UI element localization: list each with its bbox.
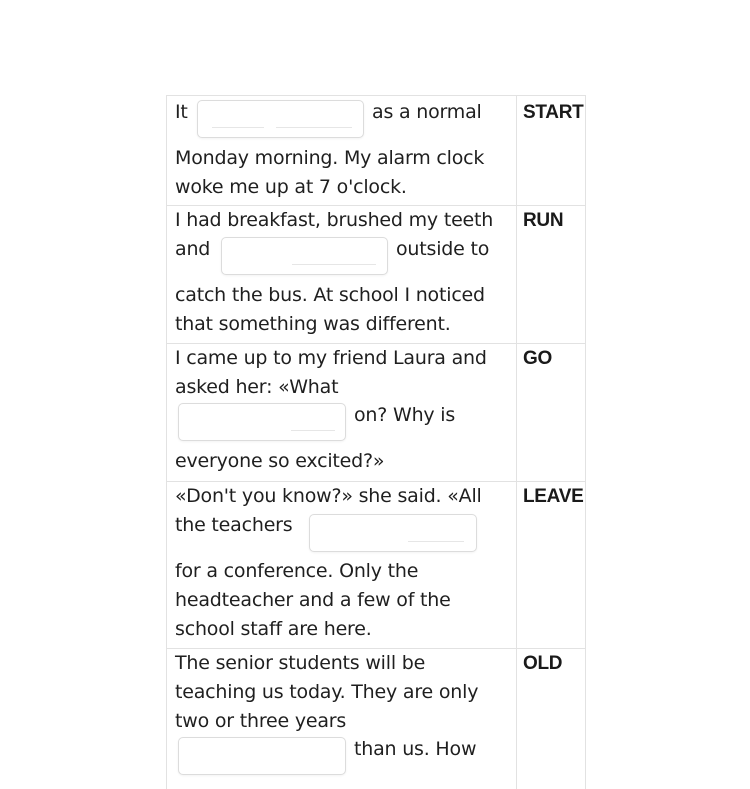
sentence-text: than us. How: [354, 738, 477, 760]
sentence-text: «Don't you know?» she said. «All: [175, 485, 482, 507]
sentence-text: It: [175, 101, 188, 123]
sentence-text: that something was different.: [175, 313, 451, 335]
keyword-label: LEAVE: [523, 486, 584, 507]
column-divider: [516, 344, 517, 481]
answer-gap-5[interactable]: [178, 737, 346, 775]
sentence-text: the teachers: [175, 514, 293, 536]
answer-input-1[interactable]: [198, 101, 363, 137]
answer-input-2[interactable]: [222, 238, 387, 274]
sentence-text: teaching us today. They are only: [175, 681, 479, 703]
table-row: [167, 344, 585, 482]
table-row: [167, 649, 585, 789]
keyword-label: RUN: [523, 210, 564, 231]
exercise-table: [166, 95, 586, 789]
sentence-text: as a normal: [372, 101, 482, 123]
sentence-text: two or three years: [175, 710, 347, 732]
sentence-text: headteacher and a few of the: [175, 589, 451, 611]
answer-gap-2[interactable]: [221, 237, 388, 275]
answer-gap-1[interactable]: [197, 100, 364, 138]
sentence-text: for a conference. Only the: [175, 560, 419, 582]
sentence-text: school staff are here.: [175, 618, 372, 640]
sentence-text: The senior students will be: [175, 652, 426, 674]
keyword-label: OLD: [523, 653, 563, 674]
sentence-text: everyone so excited?»: [175, 450, 385, 472]
keyword-label: START: [523, 102, 584, 123]
sentence-text: and: [175, 238, 211, 260]
sentence-text: Monday morning. My alarm clock: [175, 147, 485, 169]
sentence-text: on? Why is: [354, 404, 456, 426]
sentence-text: catch the bus. At school I noticed: [175, 284, 485, 306]
table-row: [167, 482, 585, 649]
sentence-text: outside to: [396, 238, 490, 260]
table-row: [167, 96, 585, 206]
table-row: [167, 206, 585, 344]
sentence-text: I came up to my friend Laura and: [175, 347, 487, 369]
sentence-text: asked her: «What: [175, 376, 339, 398]
column-divider: [516, 96, 517, 205]
answer-input-4[interactable]: [310, 515, 476, 551]
column-divider: [516, 206, 517, 343]
column-divider: [516, 649, 517, 789]
keyword-label: GO: [523, 348, 552, 369]
answer-gap-3[interactable]: [178, 403, 346, 441]
answer-gap-4[interactable]: [309, 514, 477, 552]
sentence-text: I had breakfast, brushed my teeth: [175, 209, 494, 231]
sentence-text: woke me up at 7 o'clock.: [175, 176, 407, 198]
column-divider: [516, 482, 517, 648]
answer-input-3[interactable]: [179, 404, 345, 440]
answer-input-5[interactable]: [179, 738, 345, 774]
